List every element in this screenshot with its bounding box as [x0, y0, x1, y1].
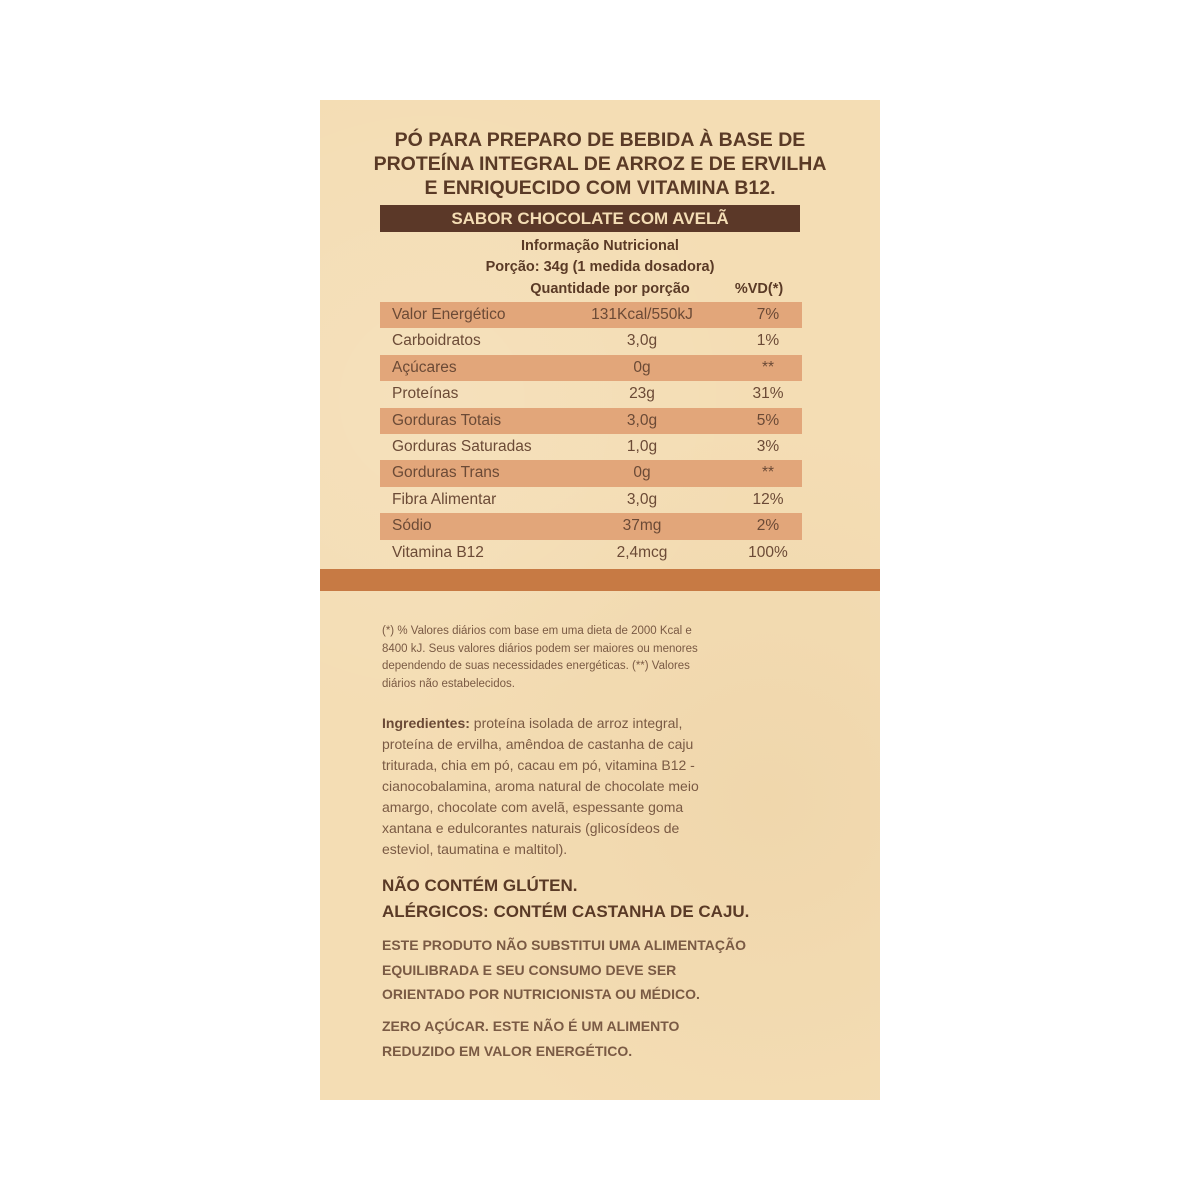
nutrient-daily-value: 2% [756, 517, 780, 535]
nutrient-daily-value: 31% [752, 385, 784, 403]
table-row [380, 302, 802, 328]
nutrient-daily-value: 12% [752, 490, 784, 508]
flavor-banner: SABOR CHOCOLATE COM AVELÃ [380, 205, 800, 232]
daily-values-footnote [382, 623, 762, 693]
heading-line: PÓ PARA PREPARO DE BEBIDA À BASE DE [394, 129, 806, 151]
nutrient-quantity: 131Kcal/550kJ [591, 306, 693, 323]
ingredients-line: esteviol, taumatina e maltitol). [382, 841, 568, 857]
gluten-statement: NÃO CONTÉM GLÚTEN. [382, 876, 578, 895]
warning-line: ESTE PRODUTO NÃO SUBSTITUI UMA ALIMENTAÇÃO [382, 937, 746, 953]
zero-sugar-line: REDUZIDO EM VALOR ENERGÉTICO. [382, 1042, 633, 1059]
nutrient-quantity: 1,0g [626, 437, 658, 455]
nutrient-quantity: 3,0g [626, 332, 658, 350]
nutrient-name: Gorduras Totais [392, 411, 502, 429]
table-row [380, 540, 802, 566]
zero-sugar-line: ZERO AÇÚCAR. ESTE NÃO É UM ALIMENTO [382, 1018, 680, 1034]
zero-sugar-statement [382, 1014, 812, 1063]
footnote-line: dependendo de suas necessidades energéticas. (**) Valores [382, 660, 690, 672]
warning-statement [382, 933, 812, 1007]
table-row [380, 381, 802, 407]
portion-size: Porção: 34g (1 medida dosadora) [485, 259, 715, 275]
nutrient-name: Gorduras Saturadas [392, 437, 532, 455]
footnote-line: (*) % Valores diários com base em uma dieta de 2000 Kcal e [382, 625, 692, 637]
ingredients-line: proteína de ervilha, amêndoa de castanha de caju [382, 736, 694, 752]
nutrient-daily-value: 1% [756, 332, 780, 350]
ingredients-label: Ingredientes: [382, 715, 470, 731]
nutrient-quantity: 23g [629, 385, 655, 403]
nutrient-name: Carboidratos [392, 332, 481, 350]
nutrient-name: Fibra Alimentar [392, 490, 497, 508]
ingredients-line: amargo, chocolate com avelã, espessante goma [382, 799, 684, 815]
product-heading [320, 128, 880, 200]
label-panel [320, 100, 880, 1100]
table-row [380, 434, 802, 460]
nutrient-name: Vitamina B12 [392, 543, 484, 561]
table-row [380, 460, 802, 486]
nutrient-daily-value: 100% [748, 543, 788, 561]
footnote-line: diários não estabelecidos. [382, 677, 515, 690]
warning-line: EQUILIBRADA E SEU CONSUMO DEVE SER [382, 961, 677, 978]
footnote-line: 8400 kJ. Seus valores diários podem ser maiores ou menores [382, 642, 698, 655]
heading-line: E ENRIQUECIDO COM VITAMINA B12. [424, 177, 776, 199]
quantity-column-header: Quantidade por porção [530, 281, 690, 297]
nutrient-quantity: 2,4mcg [616, 543, 668, 561]
nutrient-daily-value: 7% [756, 306, 780, 323]
nutrient-name: Gorduras Trans [392, 464, 500, 482]
table-row [380, 513, 802, 539]
ingredients-line: xantana e edulcorantes naturais (glicosídeos de [382, 820, 680, 836]
warning-line: ORIENTADO POR NUTRICIONISTA OU MÉDICO. [382, 986, 700, 1002]
nutrition-title: Informação Nutricional [521, 238, 679, 254]
separator-band [320, 569, 880, 591]
table-row [380, 355, 802, 381]
ingredients-line [382, 713, 782, 734]
nutrient-quantity: 37mg [622, 517, 662, 535]
ingredients-line: cianocobalamina, aroma natural de chocolate meio [382, 778, 699, 794]
nutrient-quantity: 3,0g [626, 411, 658, 429]
nutrient-quantity: 0g [633, 358, 651, 376]
nutrient-quantity: 0g [633, 464, 651, 482]
nutrient-name: Açúcares [392, 358, 457, 376]
nutrient-daily-value: 5% [756, 411, 780, 429]
heading-line: PROTEÍNA INTEGRAL DE ARROZ E DE ERVILHA [373, 153, 827, 175]
ingredients-line: triturada, chia em pó, cacau em pó, vitamina B12 - [382, 757, 695, 773]
ingredients-text: proteína isolada de arroz integral, [469, 715, 683, 731]
table-row [380, 328, 802, 354]
allergen-statement: ALÉRGICOS: CONTÉM CASTANHA DE CAJU. [382, 902, 750, 921]
daily-value-column-header: %VD(*) [734, 281, 784, 297]
nutrient-quantity: 3,0g [626, 490, 658, 508]
nutrient-daily-value: ** [761, 464, 775, 482]
nutrient-name: Proteínas [392, 385, 459, 403]
nutrient-name: Valor Energético [392, 306, 506, 323]
nutrient-name: Sódio [392, 517, 432, 535]
table-row [380, 408, 802, 434]
nutrition-table [380, 302, 802, 566]
table-row [380, 487, 802, 513]
nutrient-daily-value: 3% [756, 437, 780, 455]
nutrient-daily-value: ** [761, 358, 775, 376]
ingredients-list [382, 713, 782, 860]
